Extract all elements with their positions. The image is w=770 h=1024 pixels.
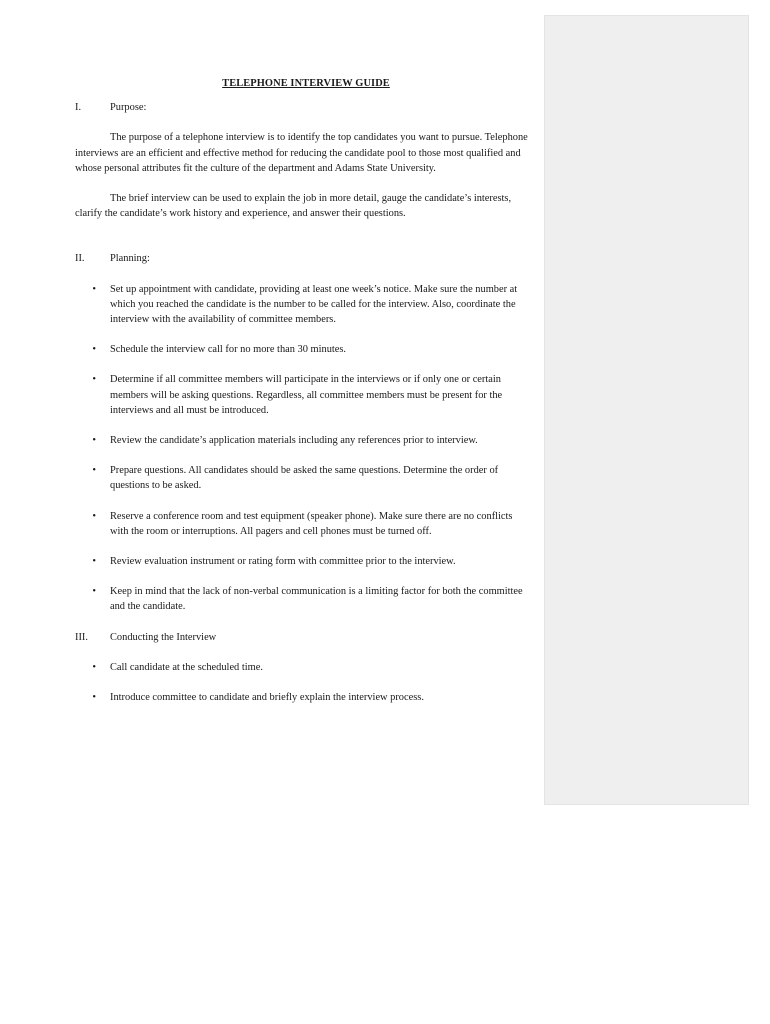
document-body [75, 76, 537, 720]
list-item [75, 584, 537, 614]
section-planning-heading [75, 251, 537, 266]
section-conducting-heading [75, 630, 537, 645]
section-title: Conducting the Interview [110, 631, 217, 643]
bullet-icon: • [92, 692, 96, 704]
purpose-paragraph-1: The purpose of a telephone interview is to identify the top candidates you want to pursue. Telephone interviews are an efficient and effective method for reducing the candidate pool to those most qualified and whose personal attributes fit the culture of the department and Adams State University. [75, 132, 528, 174]
list-item-text: Call candidate at the scheduled time. [110, 661, 263, 673]
bullet-icon: • [92, 435, 96, 447]
section-purpose-heading [75, 100, 537, 115]
purpose-paragraph-2: The brief interview can be used to explain the job in more detail, gauge the candidate’s interests, clarify the candidate’s work history and experience, and answer their questions. [75, 193, 512, 220]
list-item [75, 433, 537, 448]
list-item-text: Review evaluation instrument or rating form with committee prior to the interview. [110, 556, 456, 568]
bullet-icon: • [92, 556, 96, 568]
list-item [75, 660, 537, 675]
list-item-text: Schedule the interview call for no more than 30 minutes. [110, 344, 347, 356]
bullet-icon: • [92, 344, 96, 356]
bullet-icon: • [92, 283, 96, 295]
list-item-text: Reserve a conference room and test equipment (speaker phone). Make sure there are no conflicts with the room or interruptions. All pagers and cell phones must be turned off. [110, 510, 513, 537]
document-title: TELEPHONE INTERVIEW GUIDE [222, 78, 390, 89]
list-item [75, 509, 537, 539]
list-item [75, 342, 537, 357]
list-item [75, 463, 537, 493]
bullet-icon: • [92, 465, 96, 477]
section-number: I. [75, 102, 82, 114]
list-item [75, 282, 537, 328]
comment-sidebar [544, 15, 749, 805]
list-item-text: Introduce committee to candidate and briefly explain the interview process. [110, 692, 424, 704]
section-number: III. [75, 631, 88, 643]
bullet-icon: • [92, 586, 96, 598]
list-item-text: Review the candidate’s application materials including any references prior to interview. [110, 435, 478, 447]
list-item [75, 690, 537, 705]
list-item-text: Determine if all committee members will participate in the interviews or if only one or certain members will be asking questions. Regardless, all committee members must be present for the interviews and all must be introduced. [110, 374, 503, 416]
conducting-list [75, 660, 537, 705]
list-item [75, 554, 537, 569]
planning-list [75, 282, 537, 615]
list-item-text: Prepare questions. All candidates should be asked the same questions. Determine the order of questions to be asked. [110, 465, 499, 492]
section-number: II. [75, 253, 85, 265]
section-title: Purpose: [110, 102, 147, 114]
bullet-icon: • [92, 661, 96, 673]
section-title: Planning: [110, 253, 150, 265]
list-item [75, 372, 537, 418]
bullet-icon: • [92, 374, 96, 386]
bullet-icon: • [92, 510, 96, 522]
list-item-text: Set up appointment with candidate, providing at least one week’s notice. Make sure the number at which you reached the candidate is the number to be called for the interview. Also, coordinate the interview with the availability of committee members. [110, 283, 518, 326]
list-item-text: Keep in mind that the lack of non-verbal communication is a limiting factor for both the committee and the candidate. [110, 586, 523, 613]
